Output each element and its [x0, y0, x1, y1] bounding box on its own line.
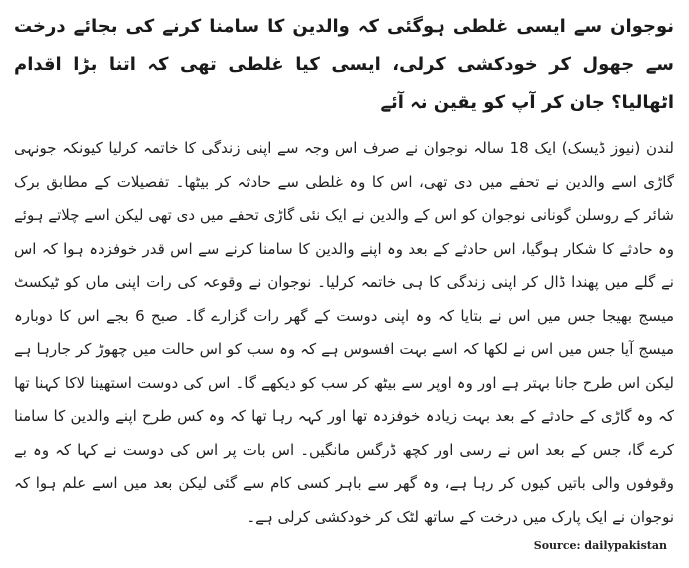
news-article [14, 8, 674, 560]
article-headline: نوجوان سے ایسی غلطی ہوگئی کہ والدین کا سامنا کرنے کی بجائے درخت سے جھول کر خودکشی کرلی، ایسی کیا غلطی تھی کہ اتنا بڑا اقدام اٹھالیا؟ جان کر آپ کو یقین نہ آئے [14, 16, 674, 113]
article-body: لندن (نیوز ڈیسک) ایک 18 سالہ نوجوان نے صرف اس وجہ سے اپنی زندگی کا خاتمہ کرلیا کیونکہ جونہی گاڑی اسے والدین نے تحفے میں دی تھی، اس کا وہ غلطی سے حادثہ کر بیٹھا۔ تفصیلات کے مطابق برک شائر کے روسلن گونانی نوجوان کو اس کے والدین نے ایک نئی گاڑی تحفے میں دی تھی لیکن اسے چلاتے ہوئے وہ حادثے کا شکار ہوگیا، اس حادثے کے بعد وہ اپنے والدین کا سامنا کرنے سے اس قدر خوفزدہ ہوا کہ اس نے گلے میں پھندا ڈال کر اپنی زندگی کا ہی خاتمہ کرلیا۔ نوجوان نے وقوعہ کی رات اپنی ماں کو ٹیکسٹ میسج بھیجا جس میں اس نے بتایا کہ وہ اپنی دوست کے گھر رات گزارے گا۔ صبح 6 بجے اس کا دوبارہ میسج آیا جس میں اس نے لکھا کہ اسے بہت افسوس ہے کہ وہ سب کو اس حالت میں چھوڑ کر جارہا ہے لیکن اس طرح جانا بہتر ہے اور وہ اوپر سے بیٹھ کر سب کو دیکھے گا۔ اس کی دوست استھینا لاکا کہنا تھا کہ وہ گاڑی کے حادثے کے بعد بہت زیادہ خوفزدہ تھا اور کہہ رہا تھا کہ وہ کس طرح اپنے والدین کا سامنا کرے گا، جس کے بعد اس نے رسی اور کچھ ڈرگس مانگیں۔ اس بات پر اس کی دوست نے کہا کہ وہ بے وقوفوں والی باتیں کیوں کر رہا ہے، وہ گھر سے باہر کسی کام سے گئی لیکن بعد میں اسے علم ہوا کہ نوجوان نے ایک پارک میں درخت کے ساتھ لٹک کر خودکشی کرلی ہے۔ [14, 139, 675, 526]
source-credit: Source: dailypakistan [533, 539, 667, 552]
